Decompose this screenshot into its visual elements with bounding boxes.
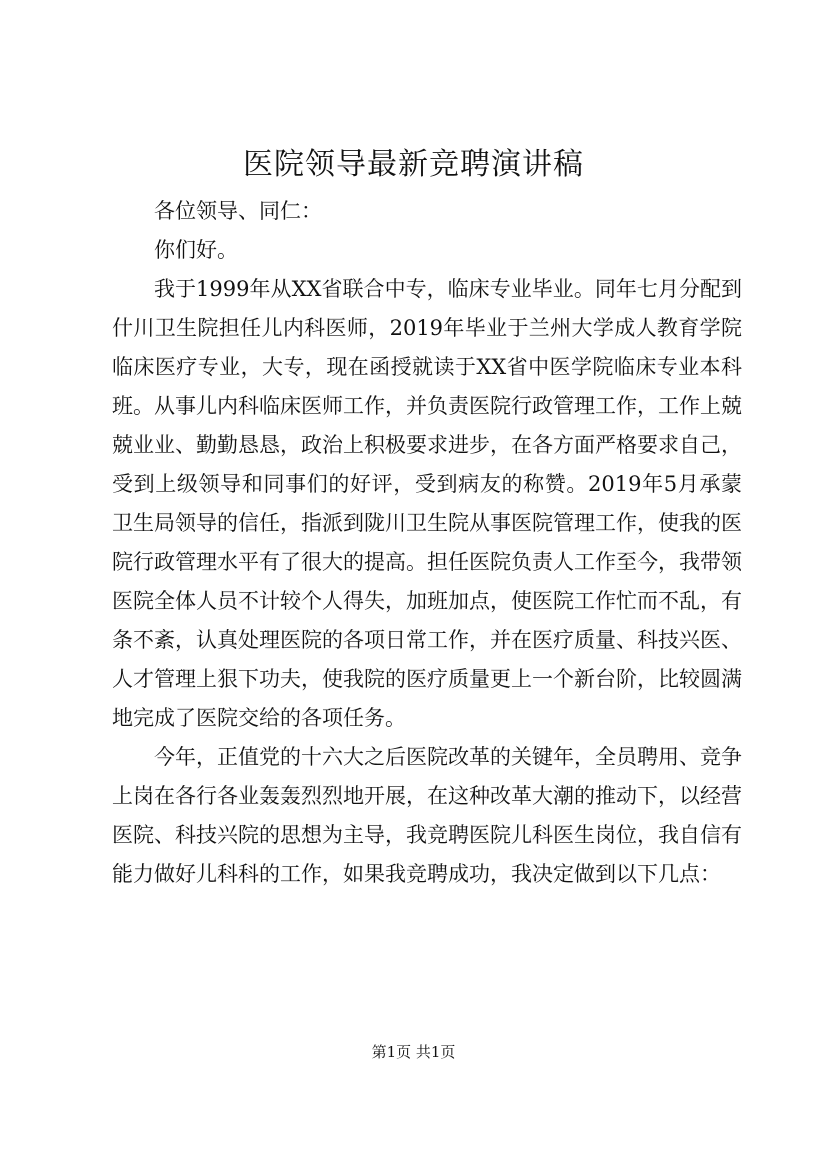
background-paragraph: 我于1999年从XX省联合中专，临床专业毕业。同年七月分配到什川卫生院担任儿内科医师，2019年毕业于兰州大学成人教育学院临床医疗专业，大专，现在函授就读于XX省中医学院临床专业本科班。从事儿内科临床医师工作，并负责医院行政管理工作，工作上兢兢业业、勤勤恳恳，政治上积极要求进步，在各方面严格要求自己，受到上级领导和同事们的好评，受到病友的称赞。2019年5月承蒙卫生局领导的信任，指派到陇川卫生院从事医院管理工作，使我的医院行政管理水平有了很大的提高。担任医院负责人工作至今，我带领医院全体人员不计较个人得失，加班加点，使医院工作忙而不乱，有条不紊，认真处理医院的各项日常工作，并在医疗质量、科技兴医、人才管理上狠下功夫，使我院的医疗质量更上一个新台阶，比较圆满地完成了医院交给的各项任务。 [112, 277, 742, 730]
document-title: 医院领导最新竞聘演讲稿 [243, 147, 584, 182]
reform-paragraph: 今年，正值党的十六大之后医院改革的关键年，全员聘用、竞争上岗在各行各业轰轰烈烈地开展，在这种改革大潮的推动下，以经营医院、科技兴院的思想为主导，我竞聘医院儿科医生岗位，我自信有能力做好儿科科的工作，如果我竞聘成功，我决定做到以下几点： [112, 745, 742, 886]
salutation-paragraph: 各位领导、同仁： [154, 199, 322, 223]
greeting-paragraph: 你们好。 [154, 238, 238, 262]
page-footer: 第1页 共1页 [371, 1043, 456, 1061]
document-body [112, 192, 742, 894]
